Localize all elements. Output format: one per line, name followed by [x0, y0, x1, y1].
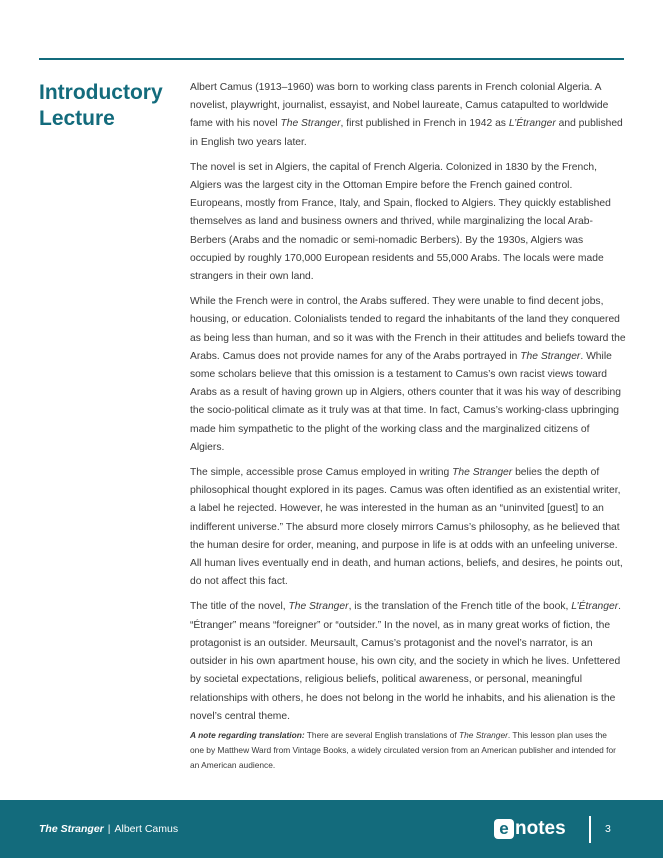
text-run: . “Étranger” means “foreigner” or “outsider.” In the novel, as in many great works of fiction, the protagonist is an outsider. Meursault, Camus’s protagonist and the novel’s narrator, is an outsider in his own apartment house, his own city, and the society in which he lives. Unfettered by societal expectations, religious beliefs, political awareness, or personal, meaningful relationships with others, he does not belong in the world he inhabits, and his alienation is the novel’s central theme. [190, 601, 622, 722]
section-heading [39, 80, 179, 132]
note-text: . This lesson plan uses the one by Matthew Ward from Vintage Books, a widely circulated version from an American publisher and intended for an American audience. [190, 730, 616, 771]
text-run: The novel is set in Algiers, the capital of French Algeria. Colonized in 1830 by the French, Algiers was the largest city in the Ottoman Empire before the French gained control. Europeans, mostly from France, Italy, and Spain, flocked to Algiers. They quickly established themselves as land and business owners and thrived, while marginalizing the local Arab-Berbers (Arabs and the nomadic or semi-nomadic Berbers). By the 1930s, Algiers was occupied by roughly 170,000 European residents and 55,000 Arabs. The locals were made strangers in their own land. [190, 161, 611, 283]
heading-line-2: Lecture [39, 107, 115, 130]
book-title-italic: The Stranger [280, 118, 341, 130]
logo-e-mark: e [494, 819, 514, 839]
text-run: The title of the novel, [190, 601, 289, 613]
book-title-italic: The Stranger [452, 467, 513, 479]
text-run: Albert Camus (1913–1960) was born to working class parents in French colonial Algeria. A novelist, playwright, journalist, essayist, and Nobel laureate, Camus catapulted to worldwide fame with his novel [190, 82, 609, 130]
translation-note [190, 728, 620, 774]
french-title-italic: L’Étranger [571, 601, 619, 613]
note-lead: A note regarding translation: [190, 730, 305, 740]
page-number: 3 [605, 823, 611, 835]
book-title-italic: The Stranger [288, 601, 349, 613]
text-run: , first published in French in 1942 as [340, 118, 509, 130]
text-run: . While some scholars believe that this omission is a testament to Camus’s own racist views toward Arabs as a result of having grown up in Algiers, others counter that it was his way of describing the socio-political climate as it truly was at that time. In fact, Camus’s working-class upbringing made him sympathetic to the plight of the working class and the marginalized citizens of Algiers. [190, 350, 621, 453]
page-footer [0, 800, 663, 858]
footer-separator: | [107, 823, 111, 835]
lecture-body [190, 79, 626, 733]
enotes-logo-icon[interactable] [494, 818, 566, 840]
paragraph-4 [190, 464, 626, 591]
footer-book-title: The Stranger [39, 823, 104, 835]
french-title-italic: L’Étranger [508, 118, 556, 130]
footer-author: Albert Camus [114, 823, 179, 835]
logo-wordmark: notes [515, 818, 566, 839]
header-rule [39, 58, 624, 60]
heading-line-1: Introductory [39, 81, 163, 104]
paragraph-3 [190, 293, 626, 457]
text-run: and published in English two years later. [190, 118, 623, 148]
text-run: While the French were in control, the Arabs suffered. They were unable to find decent jobs, housing, or education. Colonialists tended to regard the inhabitants of the land they conquered as being less than human, and so it was with the French in their attitudes and beliefs toward the Arabs. Camus does not provide names for any of the Arabs portrayed in [190, 296, 626, 362]
footer-book-info [39, 823, 178, 835]
paragraph-1 [190, 79, 626, 152]
text-run: , is the translation of the French title of the book, [348, 601, 572, 613]
paragraph-2 [190, 159, 626, 286]
paragraph-5 [190, 598, 626, 725]
footer-divider [589, 816, 591, 843]
text-run: belies the depth of philosophical thought explored in its pages. Camus was often identified as an existential writer, a label he rejected. However, he was interested in the human as an “uninvited [guest] to an indifferent universe.” The absurd more closely mirrors Camus’s philosophy, as he believed that the human desire for order, meaning, and purpose in life is at odds with an unfeeling universe. All human lives eventually end in death, and human actions, beliefs, and desires, he points out, do not affect this fact. [190, 467, 623, 588]
text-run: The simple, accessible prose Camus employed in writing [190, 467, 453, 479]
note-text: There are several English translations of [304, 730, 460, 740]
book-title-italic: The Stranger [520, 350, 581, 362]
note-book-title: The Stranger [459, 730, 508, 740]
